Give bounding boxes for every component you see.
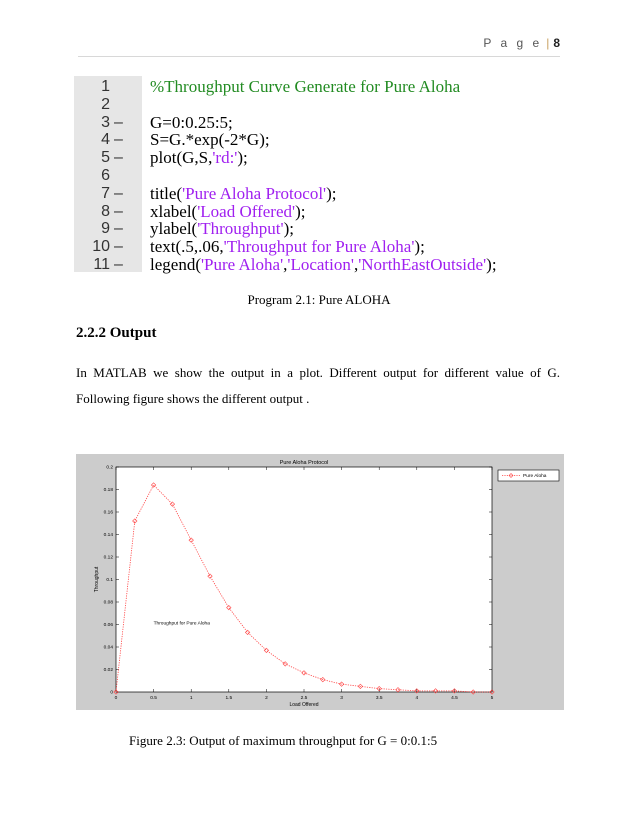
x-axis-label: Load Offered xyxy=(289,702,319,708)
y-tick-label: 0.12 xyxy=(103,555,113,561)
line-number: 8 xyxy=(101,202,110,220)
x-tick-label: 2.5 xyxy=(300,696,308,701)
code-text: xlabel('Load Offered'); xyxy=(150,201,306,221)
code-text: ylabel('Throughput'); xyxy=(150,219,294,239)
legend-label: Pure Aloha xyxy=(523,474,547,480)
line-number: 11 xyxy=(93,256,110,273)
figure-caption: Figure 2.3: Output of maximum throughput for G = 0:0.1:5 xyxy=(129,733,438,748)
code-line xyxy=(74,185,552,203)
y-tick-label: 0.06 xyxy=(103,623,113,629)
code-line xyxy=(74,167,552,185)
breakpoint-marker: – xyxy=(114,202,123,220)
breakpoint-marker: – xyxy=(114,131,123,149)
x-tick-label: 0.5 xyxy=(150,696,157,701)
chart-title: Pure Aloha Protocol xyxy=(279,460,329,466)
chart-annotation: Throughput for Pure Aloha xyxy=(153,621,210,627)
code-text: G=0:0.25:5; xyxy=(150,112,233,132)
body-paragraph: In MATLAB we show the output in a plot. Different output for different value of G. Following figure shows the different output . xyxy=(76,365,560,406)
code-listing xyxy=(74,76,552,272)
code-line xyxy=(74,220,552,238)
code-text: S=G.*exp(-2*G); xyxy=(150,130,270,150)
page-word: P a g e xyxy=(483,36,543,50)
x-tick-label: 0 xyxy=(114,696,118,701)
y-tick-label: 0.1 xyxy=(106,578,113,584)
x-tick-label: 3 xyxy=(340,696,343,701)
line-number: 9 xyxy=(101,220,110,238)
x-tick-label: 2 xyxy=(265,696,268,701)
header-rule xyxy=(78,56,560,57)
x-tick-label: 1.5 xyxy=(225,696,233,701)
y-tick-label: 0.02 xyxy=(103,668,113,674)
y-tick-label: 0.18 xyxy=(103,488,113,494)
section-heading: 2.2.2 Output xyxy=(76,325,157,341)
breakpoint-marker: – xyxy=(114,256,123,273)
code-text: title('Pure Aloha Protocol'); xyxy=(150,183,337,203)
code-line xyxy=(74,256,552,274)
line-number: 4 xyxy=(101,131,110,149)
breakpoint-marker: – xyxy=(114,220,123,238)
code-text: %Throughput Curve Generate for Pure Aloha xyxy=(150,77,461,96)
y-axis-label: Throughput xyxy=(94,566,100,593)
page-number: 8 xyxy=(553,36,560,50)
header-separator: | xyxy=(546,36,550,50)
code-line xyxy=(74,131,552,149)
page-header xyxy=(483,36,560,50)
line-number: 1 xyxy=(101,78,110,95)
x-tick-label: 1 xyxy=(189,696,193,701)
y-tick-label: 0.16 xyxy=(103,510,113,516)
breakpoint-marker: – xyxy=(114,238,123,256)
x-tick-label: 3.5 xyxy=(375,696,383,701)
breakpoint-marker: – xyxy=(114,149,123,167)
line-number: 5 xyxy=(101,149,110,167)
x-tick-label: 5 xyxy=(490,696,494,701)
y-tick-label: 0.04 xyxy=(103,645,113,651)
y-tick-label: 0.14 xyxy=(103,533,113,539)
y-tick-label: 0.08 xyxy=(103,600,113,606)
code-text: plot(G,S,'rd:'); xyxy=(150,148,248,168)
x-tick-label: 4.5 xyxy=(451,696,458,701)
plot-area xyxy=(116,467,492,692)
code-text: text(.5,.06,'Throughput for Pure Aloha'); xyxy=(150,237,425,257)
code-line xyxy=(74,149,552,167)
breakpoint-marker: – xyxy=(114,184,123,202)
code-text: legend('Pure Aloha','Location','NorthEastOutside'); xyxy=(150,255,497,274)
line-number: 2 xyxy=(101,95,110,113)
code-line xyxy=(74,96,552,114)
code-line xyxy=(74,238,552,256)
code-line xyxy=(74,78,552,96)
y-tick-label: 0.2 xyxy=(106,465,113,471)
x-tick-label: 4 xyxy=(415,696,419,701)
throughput-chart xyxy=(76,454,564,710)
y-tick-label: 0 xyxy=(110,690,113,696)
matlab-figure xyxy=(76,454,564,710)
breakpoint-marker: – xyxy=(114,113,123,131)
code-line xyxy=(74,114,552,132)
line-number: 7 xyxy=(101,184,110,202)
program-caption: Program 2.1: Pure ALOHA xyxy=(247,292,391,307)
code-line xyxy=(74,203,552,221)
line-number: 6 xyxy=(101,167,110,184)
line-number: 10 xyxy=(92,238,110,256)
line-number: 3 xyxy=(101,113,110,131)
